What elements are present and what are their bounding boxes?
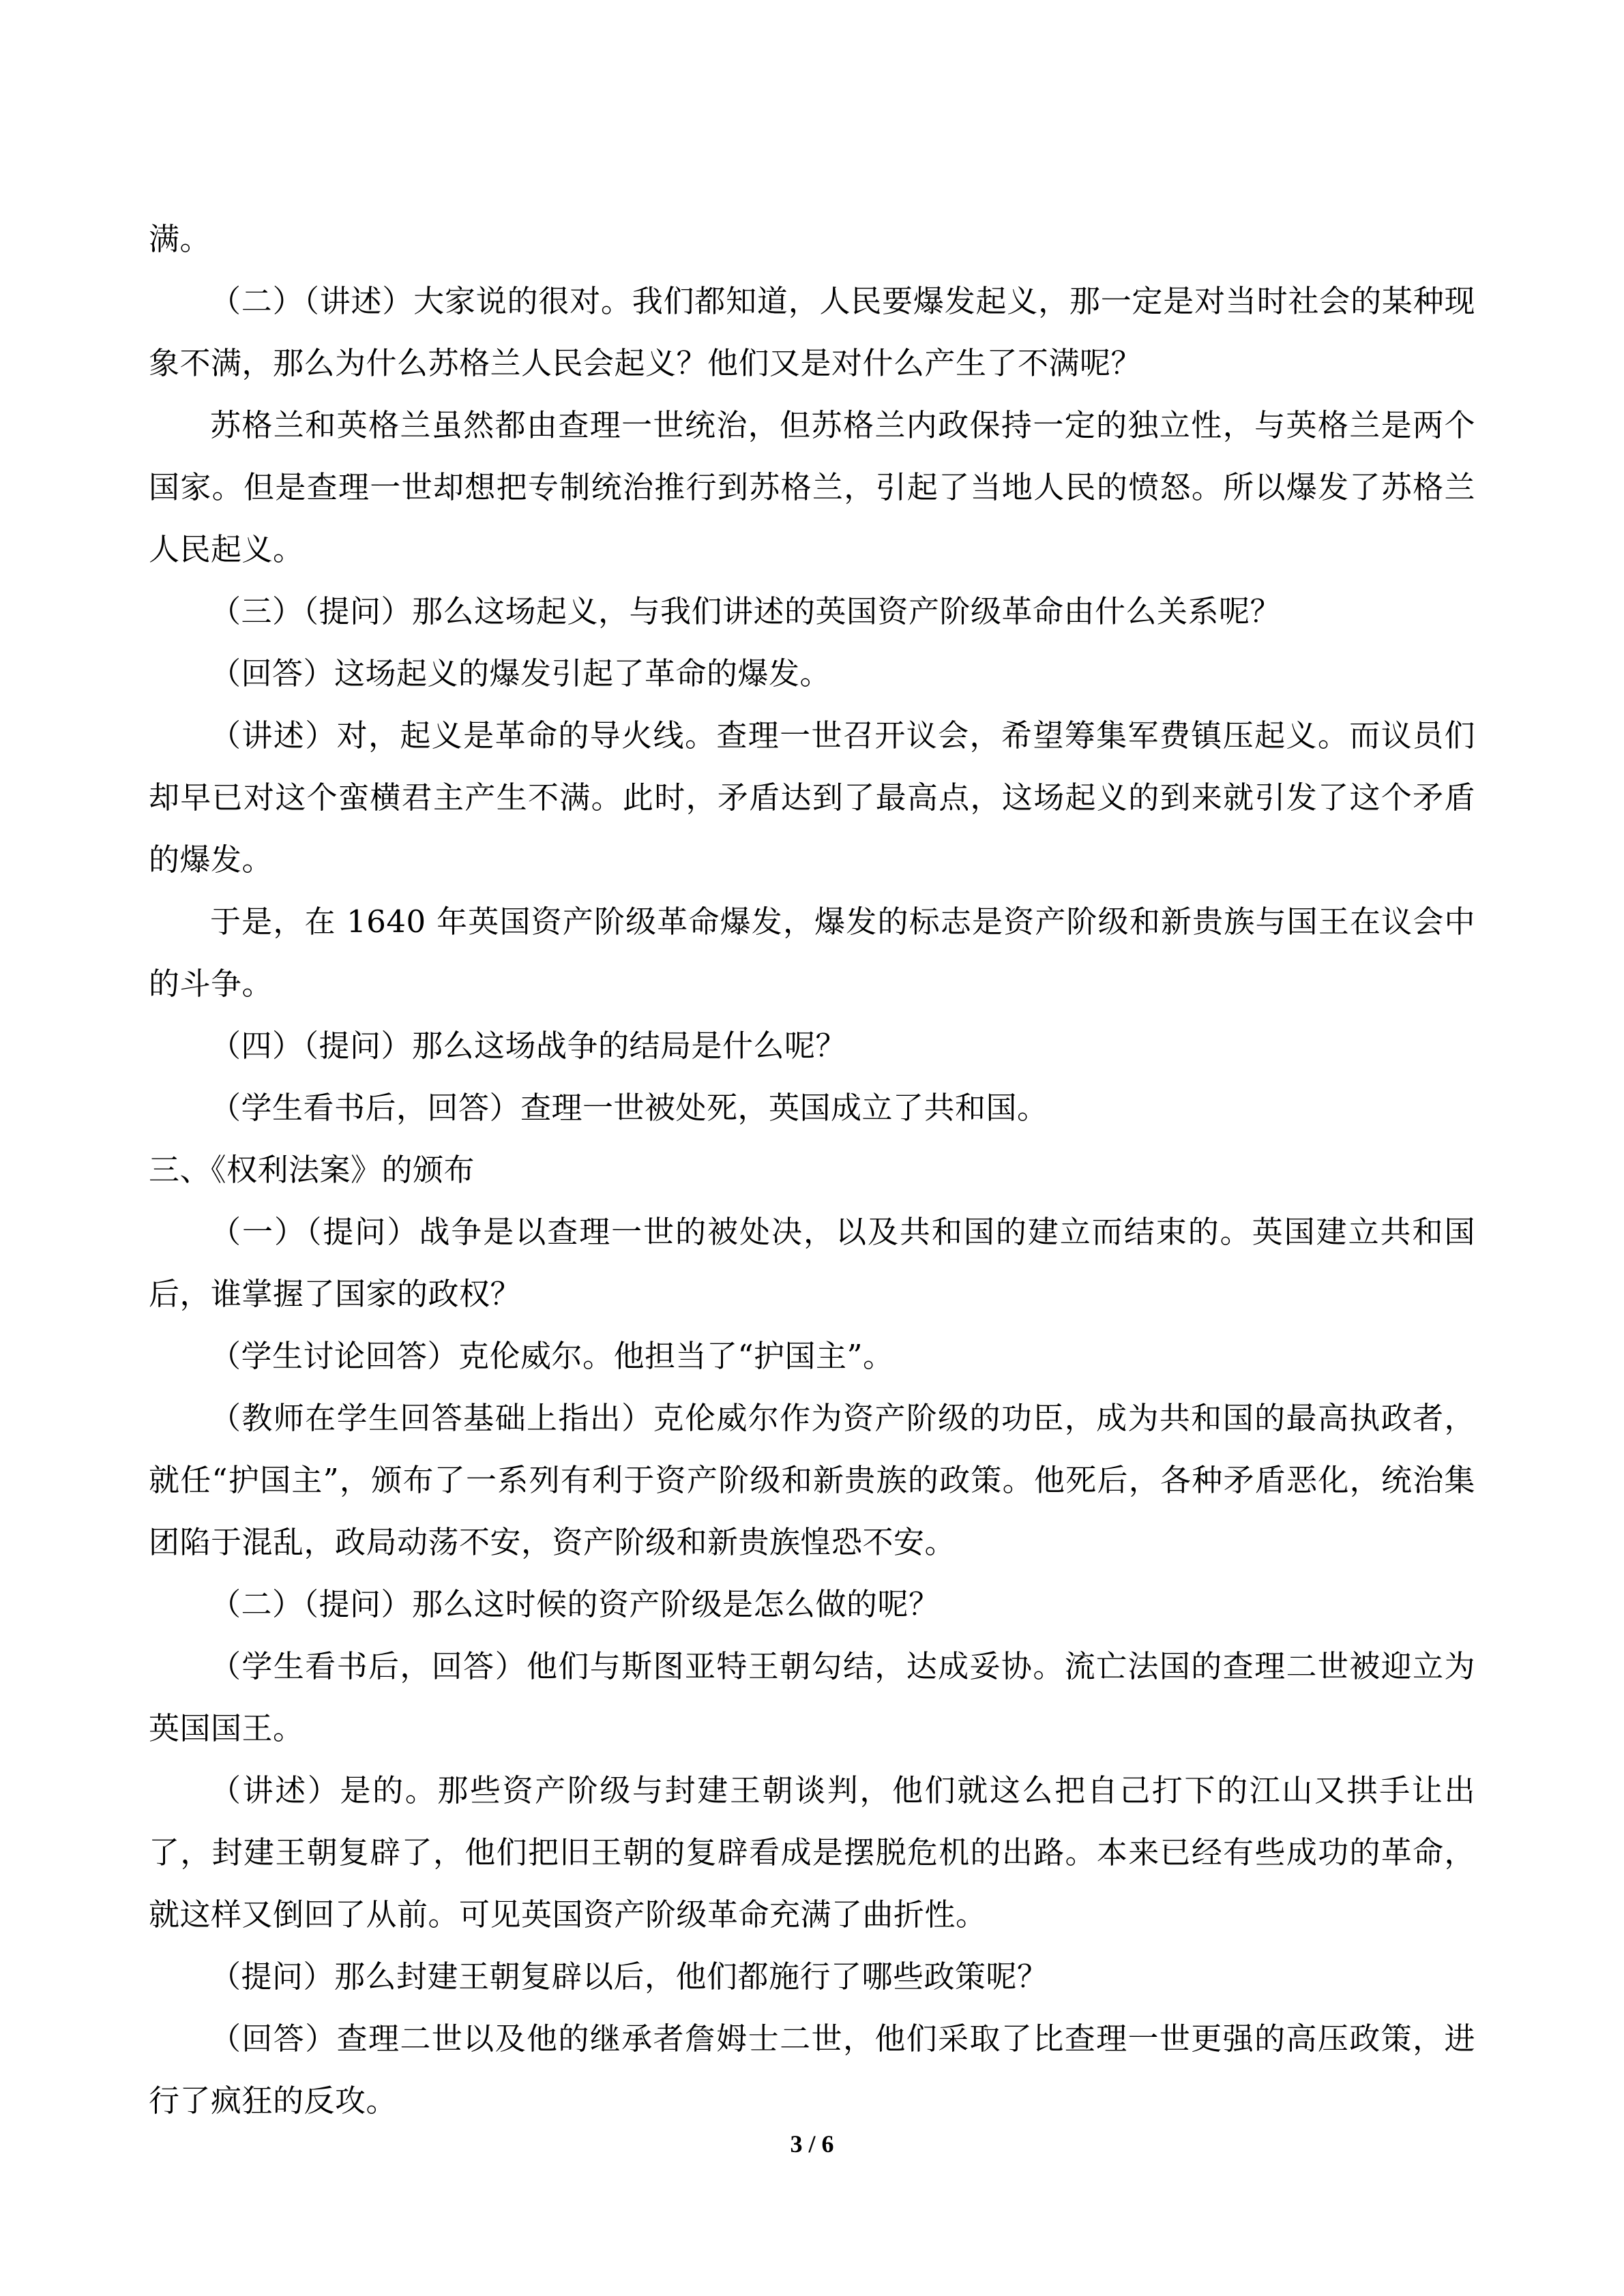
paragraph-teacher-note: （教师在学生回答基础上指出）克伦威尔作为资产阶级的功臣，成为共和国的最高执政者，就任“护国主”，颁布了一系列有利于资产阶级和新贵族的政策。他死后，各种矛盾恶化，统治集团陷于混乱，政局动荡不安，资产阶级和新贵族惶恐不安。 [149, 1400, 1475, 1560]
paragraph-answer-policies: （回答）查理二世以及他的继承者詹姆士二世，他们采取了比查理一世更强的高压政策，进行了疯狂的反攻。 [149, 2021, 1475, 2119]
page-number: 3 / 6 [790, 2130, 834, 2158]
paragraph-answer-4: （学生看书后，回答）查理一世被处死，英国成立了共和国。 [210, 1090, 1048, 1126]
paragraph-lecture-fuse: （讲述）对，起义是革命的导火线。查理一世召开议会，希望筹集军费镇压起义。而议员们却早已对这个蛮横君主产生不满。此时，矛盾达到了最高点，这场起义的到来就引发了这个矛盾的爆发。 [149, 717, 1475, 878]
paragraph-question-4: （四）（提问）那么这场战争的结局是什么呢？ [210, 1028, 847, 1064]
document-body [149, 208, 1475, 2132]
paragraph-1640-revolution: 于是，在 1640 年英国资产阶级革命爆发，爆发的标志是资产阶级和新贵族与国王在议会中的斗争。 [149, 904, 1475, 1002]
paragraph-lecture-restoration: （讲述）是的。那些资产阶级与封建王朝谈判，他们就这么把自己打下的江山又拱手让出了，封建王朝复辟了，他们把旧王朝的复辟看成是摆脱危机的出路。本来已经有些成功的革命，就这样又倒回了从前。可见英国资产阶级革命充满了曲折性。 [149, 1772, 1475, 1933]
paragraph-answer-cromwell: （学生讨论回答）克伦威尔。他担当了“护国主”。 [210, 1338, 894, 1374]
section-heading-bill-of-rights: 三、《权利法案》的颁布 [149, 1152, 475, 1188]
paragraph-answer-3: （回答）这场起义的爆发引起了革命的爆发。 [210, 655, 831, 691]
paragraph-question-policies: （提问）那么封建王朝复辟以后，他们都施行了哪些政策呢？ [210, 1958, 1048, 1995]
paragraph-scotland-background: 苏格兰和英格兰虽然都由查理一世统治，但苏格兰内政保持一定的独立性，与英格兰是两个国家。但是查理一世却想把专制统治推行到苏格兰，引起了当地人民的愤怒。所以爆发了苏格兰人民起义。 [149, 407, 1475, 567]
paragraph-question-1: （一）（提问）战争是以查理一世的被处决，以及共和国的建立而结束的。英国建立共和国后，谁掌握了国家的政权？ [149, 1214, 1475, 1312]
paragraph-continuation: 满。 [149, 221, 211, 257]
paragraph-answer-restoration: （学生看书后，回答）他们与斯图亚特王朝勾结，达成妥协。流亡法国的查理二世被迎立为英国国王。 [149, 1648, 1475, 1746]
paragraph-question-3: （三）（提问）那么这场起义，与我们讲述的英国资产阶级革命由什么关系呢？ [210, 593, 1282, 629]
paragraph-question-2: （二）（提问）那么这时候的资产阶级是怎么做的呢？ [210, 1586, 940, 1622]
paragraph-lecture-2: （二）（讲述）大家说的很对。我们都知道，人民要爆发起义，那一定是对当时社会的某种现象不满，那么为什么苏格兰人民会起义？他们又是对什么产生了不满呢？ [149, 283, 1475, 381]
